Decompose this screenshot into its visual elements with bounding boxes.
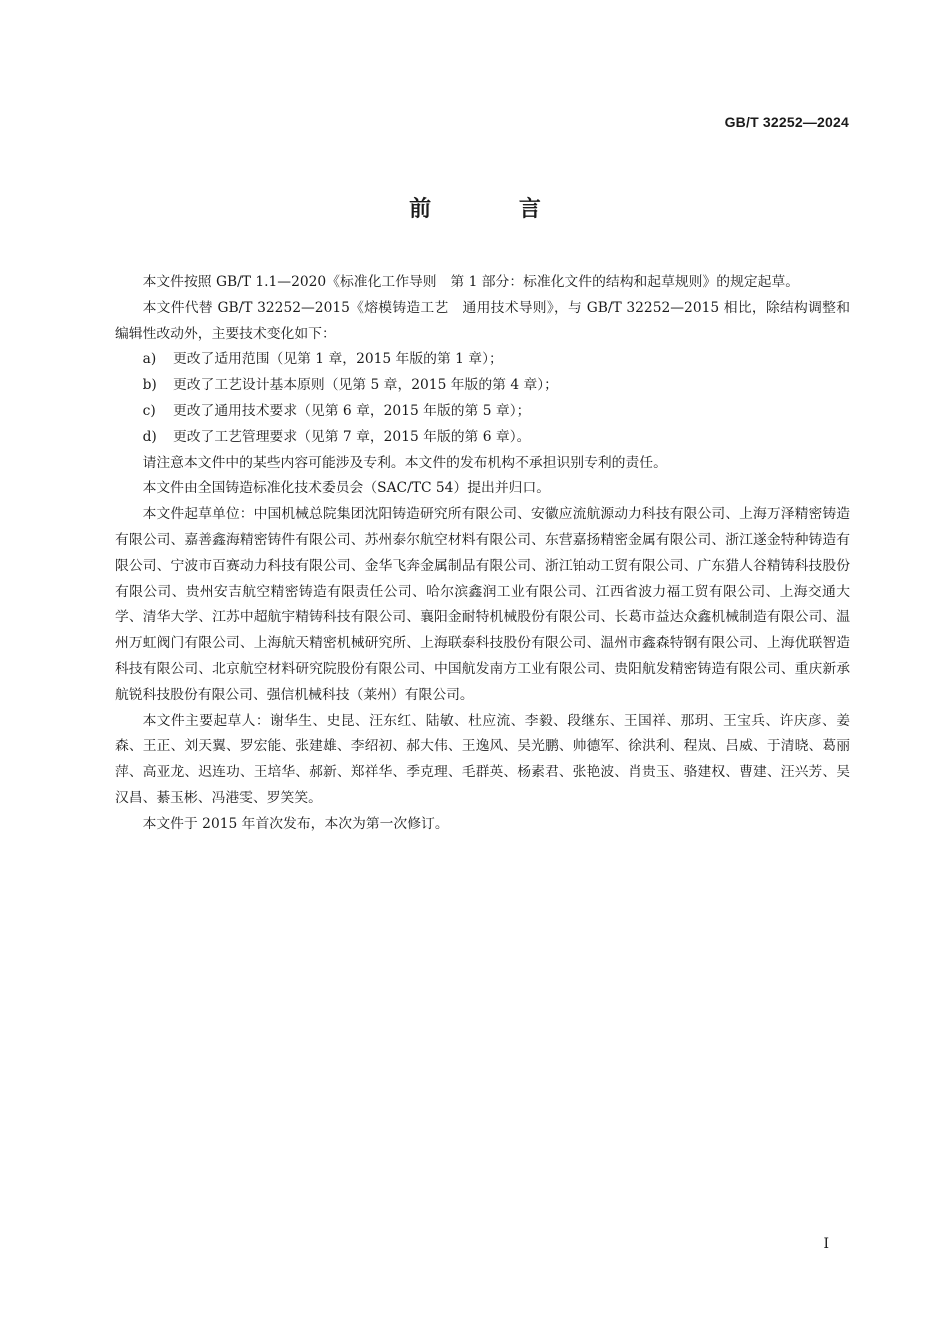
list-marker: c): [142, 402, 156, 419]
paragraph-patent-notice: 请注意本文件中的某些内容可能涉及专利。本文件的发布机构不承担识别专利的责任。: [142, 454, 667, 471]
list-item-text: 更改了通用技术要求（见第 6 章，2015 年版的第 5 章）；: [172, 402, 531, 419]
page-number: I: [823, 1236, 829, 1252]
paragraph-publication-history: 本文件于 2015 年首次发布，本次为第一次修订。: [142, 815, 449, 832]
list-item: [115, 425, 850, 451]
list-item: [115, 399, 850, 425]
changes-list: [115, 347, 850, 450]
paragraph-replacement: 本文件代替 GB/T 32252—2015《熔模铸造工艺 通用技术导则》，与 GB/T 32252—2015 相比，除结构调整和编辑性改动外，主要技术变化如下：: [115, 299, 850, 342]
paragraph-committee: 本文件由全国铸造标准化技术委员会（SAC/TC 54）提出并归口。: [142, 480, 551, 497]
foreword-body: [115, 270, 850, 838]
list-item-text: 更改了适用范围（见第 1 章，2015 年版的第 1 章）；: [172, 351, 503, 368]
list-item: [115, 373, 850, 399]
list-item-text: 更改了工艺管理要求（见第 7 章，2015 年版的第 6 章）。: [172, 428, 531, 445]
page-title: 前 言: [409, 197, 581, 222]
paragraph-drafters: 本文件主要起草人：谢华生、史昆、汪东红、陆敏、杜应流、李毅、段继东、王国祥、那玥、王宝兵、许庆彦、姜森、王正、刘天翼、罗宏能、张建雄、李绍初、郝大伟、王逸风、吴光鹏、帅德军、徐洪利、程岚、吕威、于清晓、葛丽萍、高亚龙、迟连功、王培华、郝新、郑祥华、季克理、毛群英、杨素君、张艳波、肖贵玉、骆建权、曹建、汪兴芳、吴汉昌、綦玉彬、冯港雯、罗笑笑。: [115, 712, 850, 806]
list-marker: d): [142, 428, 157, 445]
list-marker: b): [142, 377, 157, 394]
paragraph-drafting-rules: 本文件按照 GB/T 1.1—2020《标准化工作导则 第 1 部分：标准化文件的结构和起草规则》的规定起草。: [142, 274, 800, 290]
document-code-header: GB/T 32252—2024: [724, 114, 849, 130]
paragraph-drafting-units: 本文件起草单位：中国机械总院集团沈阳铸造研究所有限公司、安徽应流航源动力科技有限公司、上海万泽精密铸造有限公司、嘉善鑫海精密铸件有限公司、苏州泰尔航空材料有限公司、东营嘉扬精密金属有限公司、浙江遂金特种铸造有限公司、宁波市百赛动力科技有限公司、金华飞奔金属制品有限公司、浙江铂动工贸有限公司、广东猎人谷精铸科技股份有限公司、贵州安吉航空精密铸造有限责任公司、哈尔滨鑫润工业有限公司、江西省波力福工贸有限公司、上海交通大学、清华大学、江苏中超航宇精铸科技有限公司、襄阳金耐特机械股份有限公司、长葛市益达众鑫机械制造有限公司、温州万虹阀门有限公司、上海航天精密机械研究所、上海联泰科技股份有限公司、温州市鑫森特钢有限公司、上海优联智造科技有限公司、北京航空材料研究院股份有限公司、中国航发南方工业有限公司、贵阳航发精密铸造有限公司、重庆新承航锐科技股份有限公司、强信机械科技（莱州）有限公司。: [115, 506, 850, 703]
list-item: [115, 347, 850, 373]
list-marker: a): [142, 351, 157, 368]
list-item-text: 更改了工艺设计基本原则（见第 5 章，2015 年版的第 4 章）；: [172, 377, 558, 394]
